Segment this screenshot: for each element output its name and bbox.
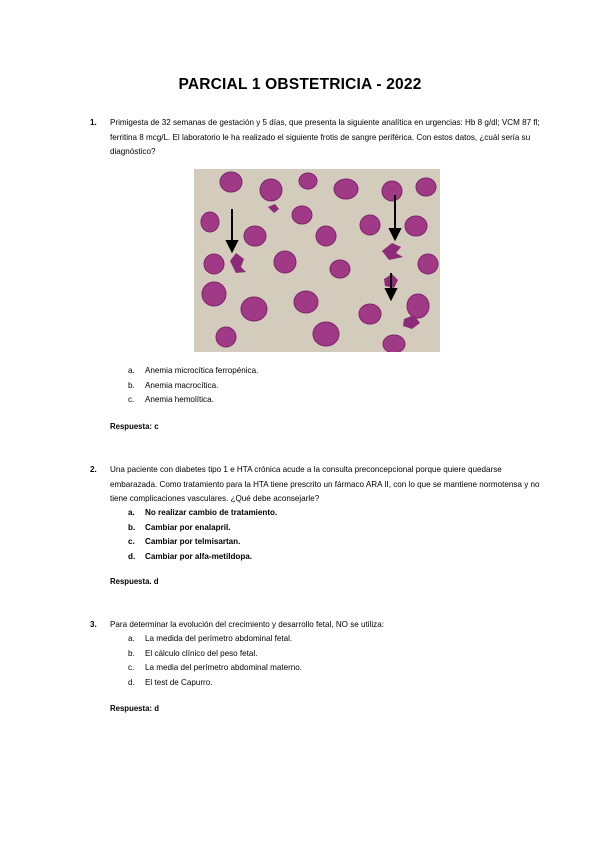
blood-smear-image	[194, 169, 440, 352]
option[interactable]: d. El test de Capurro.	[128, 677, 213, 687]
option[interactable]: b. Cambiar por enalapril.	[128, 522, 231, 532]
option[interactable]: a. Anemia microcítica ferropénica.	[128, 366, 259, 375]
option[interactable]: b. Anemia macrocítica.	[128, 380, 219, 390]
option[interactable]: c. Anemia hemolítica.	[128, 395, 214, 404]
question-text: Una paciente con diabetes tipo 1 e HTA crónica acude a la consulta preconcepcional porque quiere quedarse embarazada. Como tratamiento para la HTA tiene prescrito un fármaco ARA II, con lo que se mantiene normotensa y no tiene complicaciones vasculares. ¿Qué debe aconsejarle?	[110, 465, 540, 503]
option[interactable]: d. Cambiar por alfa-metildopa.	[128, 551, 253, 561]
option[interactable]: a. La medida del perímetro abdominal fetal.	[128, 634, 293, 643]
question-1	[90, 116, 540, 160]
option[interactable]: c. Cambiar por telmisartan.	[128, 537, 241, 546]
question-3-options	[128, 632, 302, 690]
question-number: 1.	[90, 118, 97, 127]
question-text: Para determinar la evolución del crecimiento y desarrollo fetal, NO se utiliza:	[110, 620, 384, 629]
question-3	[90, 618, 540, 633]
answer-2: Respuesta. d	[110, 577, 159, 586]
question-2	[90, 463, 540, 507]
option[interactable]: a. No realizar cambio de tratamiento.	[128, 508, 278, 517]
question-number: 2.	[90, 465, 97, 474]
question-2-options	[128, 506, 277, 564]
page-title: PARCIAL 1 OBSTETRICIA - 2022	[178, 76, 422, 93]
question-text: Primigesta de 32 semanas de gestación y 5 días, que presenta la siguiente analítica en urgencias: Hb 8 g/dl; VCM 87 fl; ferritina 8 mcg/L. El laboratorio le ha realizado el siguiente frotis de sangre periférica. Con estos datos, ¿cuál sería su diagnóstico?	[110, 118, 540, 156]
question-number: 3.	[90, 620, 97, 629]
answer-3: Respuesta: d	[110, 704, 159, 713]
answer-1: Respuesta: c	[110, 422, 159, 431]
option[interactable]: b. El cálculo clínico del peso fetal.	[128, 648, 258, 658]
option[interactable]: c. La media del perímetro abdominal materno.	[128, 663, 303, 672]
question-1-options	[128, 364, 258, 408]
